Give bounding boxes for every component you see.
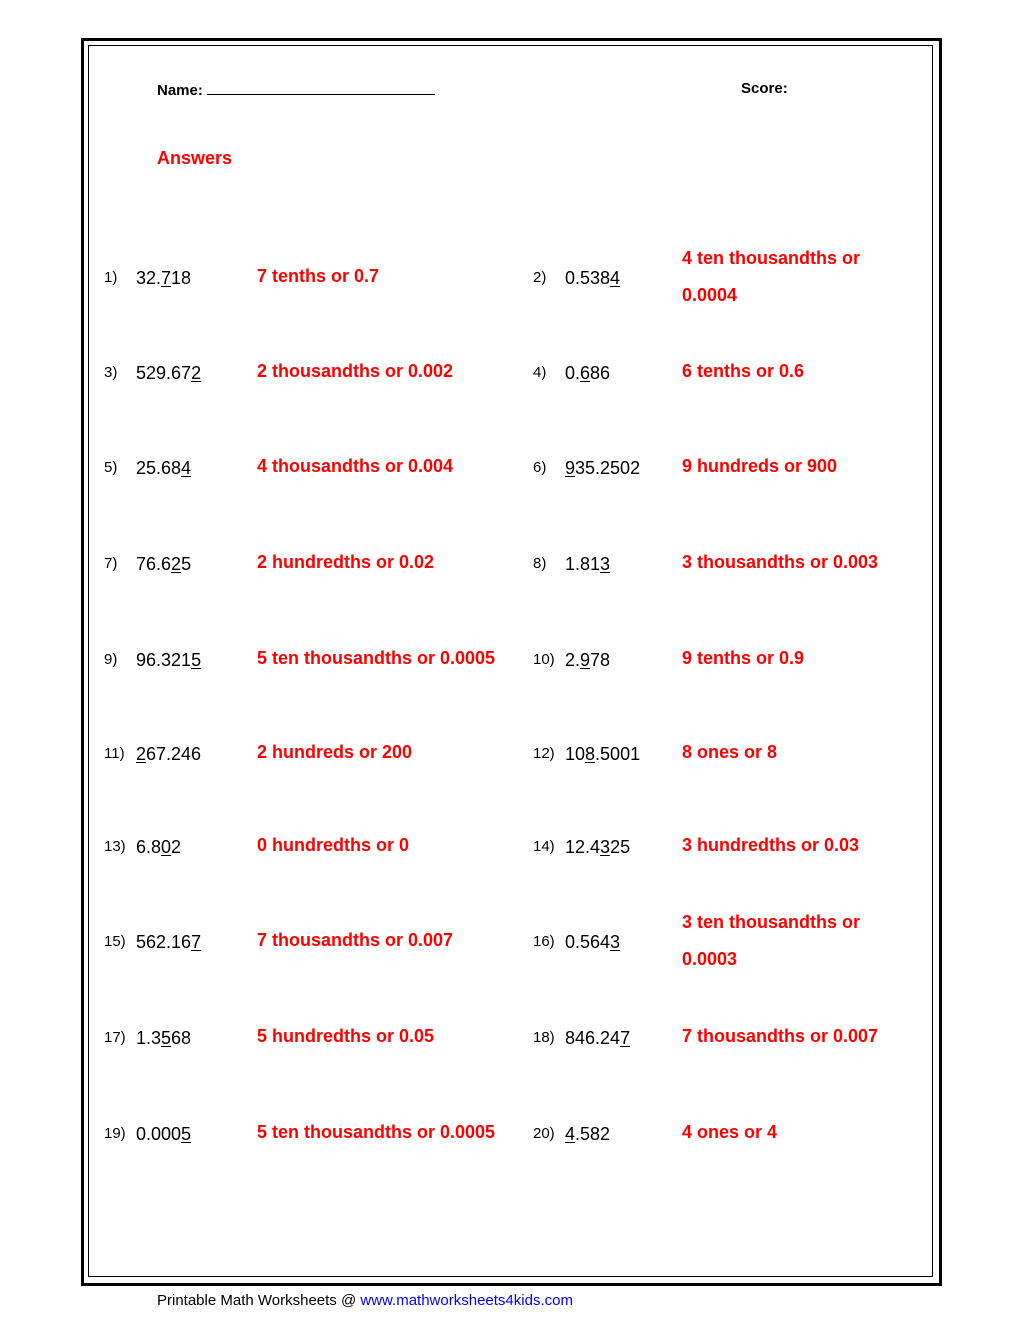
answer-text: 6 tenths or 0.6 <box>682 361 805 381</box>
problem-number: 17) <box>104 1029 126 1046</box>
answer-text: 7 thousandths or 0.007 <box>257 930 454 950</box>
problem-number: 10) <box>533 651 555 668</box>
problem-number: 20) <box>533 1125 555 1142</box>
problem-number: 13) <box>104 838 126 855</box>
problem-number: 9) <box>104 651 118 668</box>
answer-text: 4 ten thousandths or 0.0004 <box>682 248 861 305</box>
answer-text: 2 hundredths or 0.02 <box>257 552 435 572</box>
problem-value: 2.978 <box>565 650 611 670</box>
problem-number: 19) <box>104 1125 126 1142</box>
underlined-digit: 4 <box>610 268 621 288</box>
problem-value: 1.3568 <box>136 1028 192 1048</box>
problem-number: 6) <box>533 459 547 476</box>
underlined-digit: 7 <box>191 932 202 952</box>
answer-text: 3 ten thousandths or 0.0003 <box>682 912 861 969</box>
problem-value: 32.718 <box>136 268 192 288</box>
underlined-digit: 3 <box>600 837 611 857</box>
problem-value: 4.582 <box>565 1124 611 1144</box>
underlined-digit: 2 <box>136 744 147 764</box>
underlined-digit: 9 <box>565 458 576 478</box>
answer-text: 9 tenths or 0.9 <box>682 648 805 668</box>
problem-value: 0.686 <box>565 363 611 383</box>
problem-value: 0.5643 <box>565 932 621 952</box>
answer-text: 9 hundreds or 900 <box>682 456 838 476</box>
problem-value: 846.247 <box>565 1028 631 1048</box>
underlined-digit: 0 <box>161 837 172 857</box>
underlined-digit: 2 <box>171 554 182 574</box>
score-label: Score: <box>741 80 788 97</box>
answer-text: 4 thousandths or 0.004 <box>257 456 454 476</box>
problem-number: 11) <box>104 745 125 762</box>
problem-value: 76.625 <box>136 554 192 574</box>
problem-value: 0.0005 <box>136 1124 192 1144</box>
problem-number: 16) <box>533 933 555 950</box>
underlined-digit: 6 <box>580 363 591 383</box>
underlined-digit: 8 <box>585 744 596 764</box>
answer-text: 7 tenths or 0.7 <box>257 266 380 286</box>
underlined-digit: 5 <box>161 1028 172 1048</box>
problem-number: 18) <box>533 1029 555 1046</box>
problem-number: 8) <box>533 555 547 572</box>
name-label: Name: <box>157 82 203 99</box>
footer <box>157 1292 573 1309</box>
problem-number: 14) <box>533 838 555 855</box>
problem-number: 5) <box>104 459 118 476</box>
problem-value: 108.5001 <box>565 744 641 764</box>
problem-number: 2) <box>533 269 547 286</box>
underlined-digit: 9 <box>580 650 591 670</box>
answer-text: 5 ten thousandths or 0.0005 <box>257 1122 496 1142</box>
problem-value: 267.246 <box>136 744 202 764</box>
problem-value: 25.684 <box>136 458 192 478</box>
underlined-digit: 4 <box>565 1124 576 1144</box>
underlined-digit: 3 <box>610 932 621 952</box>
problem-number: 12) <box>533 745 555 762</box>
answer-text: 5 hundredths or 0.05 <box>257 1026 435 1046</box>
answer-text: 2 thousandths or 0.002 <box>257 361 454 381</box>
underlined-digit: 7 <box>620 1028 631 1048</box>
name-blank-line <box>207 80 435 95</box>
answer-text: 7 thousandths or 0.007 <box>682 1026 879 1046</box>
underlined-digit: 5 <box>191 650 202 670</box>
answers-title: Answers <box>157 148 233 168</box>
footer-text: Printable Math Worksheets @ <box>157 1292 361 1309</box>
underlined-digit: 2 <box>191 363 202 383</box>
problem-value: 96.3215 <box>136 650 202 670</box>
answer-text: 8 ones or 8 <box>682 742 778 762</box>
underlined-digit: 7 <box>161 268 172 288</box>
answer-text: 3 thousandths or 0.003 <box>682 552 879 572</box>
problem-number: 15) <box>104 933 126 950</box>
problem-number: 1) <box>104 269 118 286</box>
underlined-digit: 3 <box>600 554 611 574</box>
problem-number: 7) <box>104 555 118 572</box>
problem-value: 935.2502 <box>565 458 641 478</box>
problem-number: 3) <box>104 364 118 381</box>
problem-value: 529.672 <box>136 363 202 383</box>
answer-text: 3 hundredths or 0.03 <box>682 835 860 855</box>
underlined-digit: 4 <box>181 458 192 478</box>
problem-value: 6.802 <box>136 837 182 857</box>
name-field <box>157 80 435 99</box>
underlined-digit: 5 <box>181 1124 192 1144</box>
problem-value: 12.4325 <box>565 837 631 857</box>
problem-value: 0.5384 <box>565 268 621 288</box>
answer-text: 2 hundreds or 200 <box>257 742 413 762</box>
footer-link[interactable]: www.mathworksheets4kids.com <box>360 1292 573 1309</box>
answer-text: 5 ten thousandths or 0.0005 <box>257 648 496 668</box>
answer-text: 0 hundredths or 0 <box>257 835 410 855</box>
problem-value: 1.813 <box>565 554 611 574</box>
problem-number: 4) <box>533 364 547 381</box>
problem-value: 562.167 <box>136 932 202 952</box>
answer-text: 4 ones or 4 <box>682 1122 778 1142</box>
